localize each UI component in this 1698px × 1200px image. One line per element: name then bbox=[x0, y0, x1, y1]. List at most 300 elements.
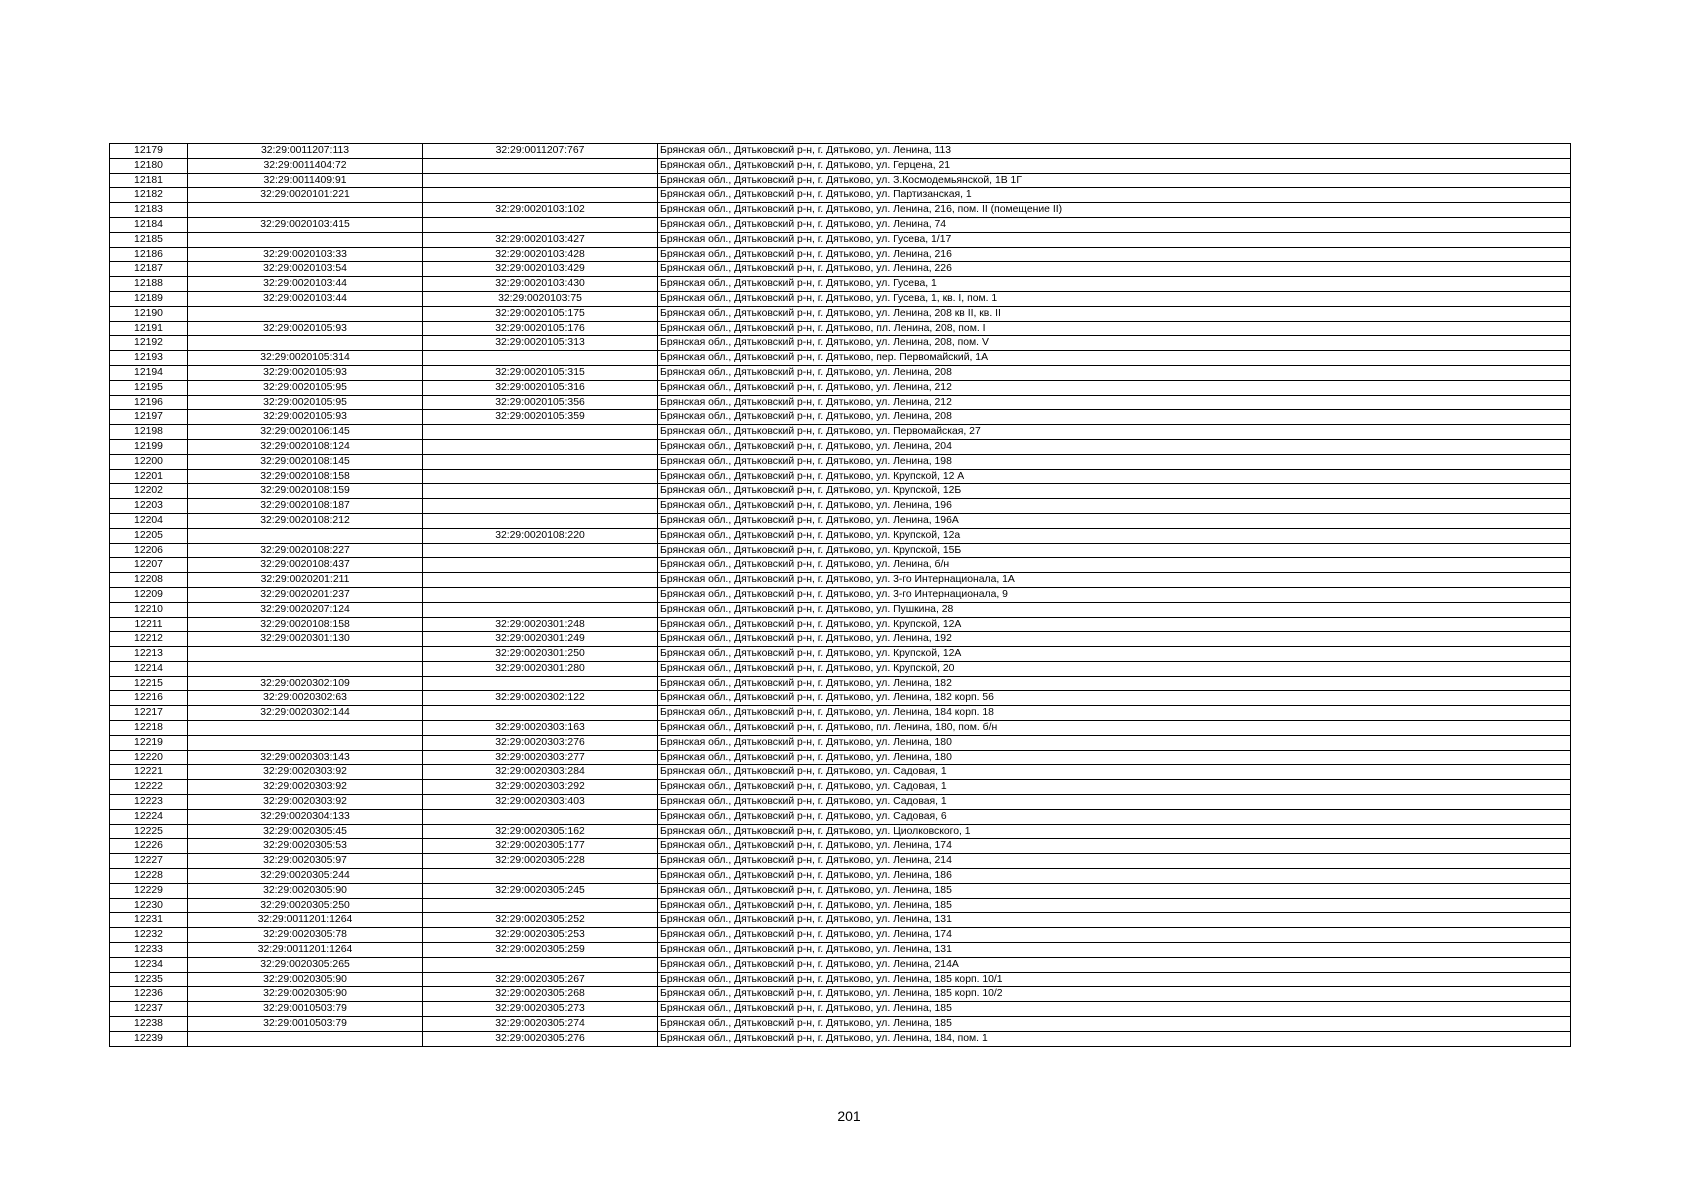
address-cell: Брянская обл., Дятьковский р-н, г. Дятьково, ул. Садовая, 1 bbox=[658, 795, 1571, 810]
row-number-cell: 12210 bbox=[110, 602, 188, 617]
object-number-cell bbox=[423, 898, 658, 913]
cadastral-number-cell: 32:29:0020305:78 bbox=[188, 928, 423, 943]
row-number-cell: 12232 bbox=[110, 928, 188, 943]
row-number-cell: 12190 bbox=[110, 306, 188, 321]
address-cell: Брянская обл., Дятьковский р-н, г. Дятьково, ул. Ленина, 185 bbox=[658, 883, 1571, 898]
row-number-cell: 12216 bbox=[110, 691, 188, 706]
cadastral-number-cell: 32:29:0011409:91 bbox=[188, 173, 423, 188]
object-number-cell: 32:29:0020305:259 bbox=[423, 943, 658, 958]
object-number-cell: 32:29:0020103:427 bbox=[423, 232, 658, 247]
object-number-cell: 32:29:0020103:429 bbox=[423, 262, 658, 277]
cadastral-number-cell: 32:29:0020108:437 bbox=[188, 558, 423, 573]
table-row bbox=[110, 1002, 1571, 1017]
address-cell: Брянская обл., Дятьковский р-н, г. Дятьково, ул. Партизанская, 1 bbox=[658, 188, 1571, 203]
address-cell: Брянская обл., Дятьковский р-н, г. Дятьково, ул. Ленина, 214 bbox=[658, 854, 1571, 869]
object-number-cell: 32:29:0020301:248 bbox=[423, 617, 658, 632]
cadastral-number-cell: 32:29:0020201:237 bbox=[188, 587, 423, 602]
cadastral-number-cell: 32:29:0010503:79 bbox=[188, 1002, 423, 1017]
row-number-cell: 12220 bbox=[110, 750, 188, 765]
address-cell: Брянская обл., Дятьковский р-н, г. Дятьково, ул. Ленина, 180 bbox=[658, 750, 1571, 765]
table-row bbox=[110, 291, 1571, 306]
object-number-cell: 32:29:0020303:277 bbox=[423, 750, 658, 765]
row-number-cell: 12186 bbox=[110, 247, 188, 262]
row-number-cell: 12201 bbox=[110, 469, 188, 484]
address-cell: Брянская обл., Дятьковский р-н, г. Дятьково, ул. Ленина, 198 bbox=[658, 454, 1571, 469]
cadastral-number-cell: 32:29:0020106:145 bbox=[188, 425, 423, 440]
table-row bbox=[110, 661, 1571, 676]
address-cell: Брянская обл., Дятьковский р-н, г. Дятьково, ул. Гусева, 1, кв. I, пом. 1 bbox=[658, 291, 1571, 306]
row-number-cell: 12194 bbox=[110, 365, 188, 380]
table-row bbox=[110, 439, 1571, 454]
object-number-cell: 32:29:0020301:250 bbox=[423, 647, 658, 662]
cadastral-number-cell: 32:29:0020105:93 bbox=[188, 365, 423, 380]
cadastral-number-cell: 32:29:0020207:124 bbox=[188, 602, 423, 617]
object-number-cell: 32:29:0020305:252 bbox=[423, 913, 658, 928]
cadastral-number-cell: 32:29:0011404:72 bbox=[188, 158, 423, 173]
address-cell: Брянская обл., Дятьковский р-н, г. Дятьково, ул. Ленина, 212 bbox=[658, 380, 1571, 395]
table-row bbox=[110, 454, 1571, 469]
table-row bbox=[110, 706, 1571, 721]
table-row bbox=[110, 351, 1571, 366]
cadastral-number-cell: 32:29:0020108:159 bbox=[188, 484, 423, 499]
address-cell: Брянская обл., Дятьковский р-н, г. Дятьково, ул. Гусева, 1 bbox=[658, 277, 1571, 292]
table-row bbox=[110, 795, 1571, 810]
registry-table bbox=[109, 143, 1571, 1047]
table-row bbox=[110, 573, 1571, 588]
cadastral-number-cell: 32:29:0020303:92 bbox=[188, 765, 423, 780]
row-number-cell: 12200 bbox=[110, 454, 188, 469]
address-cell: Брянская обл., Дятьковский р-н, г. Дятьково, ул. Ленина, 196 bbox=[658, 499, 1571, 514]
table-row bbox=[110, 647, 1571, 662]
object-number-cell bbox=[423, 158, 658, 173]
table-row bbox=[110, 957, 1571, 972]
table-row bbox=[110, 395, 1571, 410]
object-number-cell: 32:29:0020105:356 bbox=[423, 395, 658, 410]
row-number-cell: 12187 bbox=[110, 262, 188, 277]
table-row bbox=[110, 484, 1571, 499]
object-number-cell bbox=[423, 809, 658, 824]
cadastral-number-cell: 32:29:0020108:187 bbox=[188, 499, 423, 514]
address-cell: Брянская обл., Дятьковский р-н, г. Дятьково, ул. Ленина, 216, пом. II (помещение II) bbox=[658, 203, 1571, 218]
cadastral-number-cell bbox=[188, 661, 423, 676]
address-cell: Брянская обл., Дятьковский р-н, г. Дятьково, ул. Ленина, 185 bbox=[658, 1017, 1571, 1032]
table-row bbox=[110, 632, 1571, 647]
table-row bbox=[110, 898, 1571, 913]
address-cell: Брянская обл., Дятьковский р-н, г. Дятьково, ул. Крупской, 15Б bbox=[658, 543, 1571, 558]
row-number-cell: 12196 bbox=[110, 395, 188, 410]
address-cell: Брянская обл., Дятьковский р-н, г. Дятьково, ул. Садовая, 6 bbox=[658, 809, 1571, 824]
address-cell: Брянская обл., Дятьковский р-н, г. Дятьково, ул. Ленина, 185 bbox=[658, 1002, 1571, 1017]
row-number-cell: 12211 bbox=[110, 617, 188, 632]
object-number-cell: 32:29:0020301:280 bbox=[423, 661, 658, 676]
address-cell: Брянская обл., Дятьковский р-н, г. Дятьково, ул. Ленина, 180 bbox=[658, 735, 1571, 750]
cadastral-number-cell: 32:29:0020201:211 bbox=[188, 573, 423, 588]
row-number-cell: 12203 bbox=[110, 499, 188, 514]
row-number-cell: 12199 bbox=[110, 439, 188, 454]
row-number-cell: 12204 bbox=[110, 513, 188, 528]
table-row bbox=[110, 869, 1571, 884]
row-number-cell: 12188 bbox=[110, 277, 188, 292]
object-number-cell: 32:29:0020303:284 bbox=[423, 765, 658, 780]
object-number-cell: 32:29:0020305:228 bbox=[423, 854, 658, 869]
object-number-cell: 32:29:0020305:245 bbox=[423, 883, 658, 898]
address-cell: Брянская обл., Дятьковский р-н, г. Дятьково, ул. Ленина, 174 bbox=[658, 839, 1571, 854]
object-number-cell: 32:29:0020305:276 bbox=[423, 1031, 658, 1046]
row-number-cell: 12181 bbox=[110, 173, 188, 188]
table-row bbox=[110, 809, 1571, 824]
object-number-cell: 32:29:0020103:102 bbox=[423, 203, 658, 218]
table-row bbox=[110, 232, 1571, 247]
table-row bbox=[110, 144, 1571, 159]
row-number-cell: 12198 bbox=[110, 425, 188, 440]
row-number-cell: 12193 bbox=[110, 351, 188, 366]
cadastral-number-cell: 32:29:0020105:93 bbox=[188, 410, 423, 425]
row-number-cell: 12197 bbox=[110, 410, 188, 425]
row-number-cell: 12233 bbox=[110, 943, 188, 958]
object-number-cell: 32:29:0020303:292 bbox=[423, 780, 658, 795]
object-number-cell bbox=[423, 602, 658, 617]
cadastral-number-cell: 32:29:0020304:133 bbox=[188, 809, 423, 824]
row-number-cell: 12230 bbox=[110, 898, 188, 913]
cadastral-number-cell: 32:29:0020301:130 bbox=[188, 632, 423, 647]
cadastral-number-cell: 32:29:0011207:113 bbox=[188, 144, 423, 159]
cadastral-number-cell bbox=[188, 232, 423, 247]
object-number-cell bbox=[423, 351, 658, 366]
address-cell: Брянская обл., Дятьковский р-н, г. Дятьково, пл. Ленина, 208, пом. I bbox=[658, 321, 1571, 336]
row-number-cell: 12236 bbox=[110, 987, 188, 1002]
address-cell: Брянская обл., Дятьковский р-н, г. Дятьково, ул. Крупской, 12А bbox=[658, 617, 1571, 632]
address-cell: Брянская обл., Дятьковский р-н, г. Дятьково, ул. Герцена, 21 bbox=[658, 158, 1571, 173]
cadastral-number-cell: 32:29:0020108:158 bbox=[188, 617, 423, 632]
table-row bbox=[110, 765, 1571, 780]
address-cell: Брянская обл., Дятьковский р-н, г. Дятьково, ул. Крупской, 20 bbox=[658, 661, 1571, 676]
row-number-cell: 12223 bbox=[110, 795, 188, 810]
object-number-cell bbox=[423, 558, 658, 573]
cadastral-number-cell: 32:29:0020105:95 bbox=[188, 380, 423, 395]
cadastral-number-cell: 32:29:0020108:145 bbox=[188, 454, 423, 469]
cadastral-number-cell: 32:29:0020303:143 bbox=[188, 750, 423, 765]
address-cell: Брянская обл., Дятьковский р-н, г. Дятьково, ул. Крупской, 12а bbox=[658, 528, 1571, 543]
row-number-cell: 12238 bbox=[110, 1017, 188, 1032]
table-row bbox=[110, 1031, 1571, 1046]
row-number-cell: 12195 bbox=[110, 380, 188, 395]
cadastral-number-cell: 32:29:0020305:97 bbox=[188, 854, 423, 869]
row-number-cell: 12207 bbox=[110, 558, 188, 573]
row-number-cell: 12235 bbox=[110, 972, 188, 987]
row-number-cell: 12237 bbox=[110, 1002, 188, 1017]
address-cell: Брянская обл., Дятьковский р-н, г. Дятьково, ул. Ленина, 212 bbox=[658, 395, 1571, 410]
object-number-cell bbox=[423, 484, 658, 499]
row-number-cell: 12185 bbox=[110, 232, 188, 247]
cadastral-number-cell bbox=[188, 528, 423, 543]
address-cell: Брянская обл., Дятьковский р-н, г. Дятьково, ул. Ленина, 208 bbox=[658, 365, 1571, 380]
cadastral-number-cell bbox=[188, 306, 423, 321]
table-row bbox=[110, 839, 1571, 854]
cadastral-number-cell: 32:29:0011201:1264 bbox=[188, 913, 423, 928]
row-number-cell: 12183 bbox=[110, 203, 188, 218]
object-number-cell: 32:29:0020105:359 bbox=[423, 410, 658, 425]
address-cell: Брянская обл., Дятьковский р-н, г. Дятьково, ул. Садовая, 1 bbox=[658, 765, 1571, 780]
row-number-cell: 12206 bbox=[110, 543, 188, 558]
address-cell: Брянская обл., Дятьковский р-н, г. Дятьково, ул. Ленина, 185 bbox=[658, 898, 1571, 913]
object-number-cell: 32:29:0020305:268 bbox=[423, 987, 658, 1002]
object-number-cell: 32:29:0020305:267 bbox=[423, 972, 658, 987]
table-row bbox=[110, 1017, 1571, 1032]
table-row bbox=[110, 528, 1571, 543]
cadastral-number-cell: 32:29:0020103:415 bbox=[188, 217, 423, 232]
address-cell: Брянская обл., Дятьковский р-н, г. Дятьково, ул. З.Космодемьянской, 1В 1Г bbox=[658, 173, 1571, 188]
page-number: 201 bbox=[837, 1108, 861, 1124]
table-row bbox=[110, 972, 1571, 987]
row-number-cell: 12213 bbox=[110, 647, 188, 662]
address-cell: Брянская обл., Дятьковский р-н, г. Дятьково, ул. Ленина, 214А bbox=[658, 957, 1571, 972]
row-number-cell: 12214 bbox=[110, 661, 188, 676]
cadastral-number-cell: 32:29:0020305:90 bbox=[188, 987, 423, 1002]
table-row bbox=[110, 854, 1571, 869]
cadastral-number-cell: 32:29:0020103:44 bbox=[188, 277, 423, 292]
object-number-cell: 32:29:0020105:313 bbox=[423, 336, 658, 351]
object-number-cell bbox=[423, 173, 658, 188]
table-row bbox=[110, 410, 1571, 425]
object-number-cell: 32:29:0020108:220 bbox=[423, 528, 658, 543]
address-cell: Брянская обл., Дятьковский р-н, г. Дятьково, ул. Ленина, 192 bbox=[658, 632, 1571, 647]
object-number-cell bbox=[423, 454, 658, 469]
address-cell: Брянская обл., Дятьковский р-н, г. Дятьково, ул. Садовая, 1 bbox=[658, 780, 1571, 795]
address-cell: Брянская обл., Дятьковский р-н, г. Дятьково, ул. Ленина, 208, пом. V bbox=[658, 336, 1571, 351]
row-number-cell: 12226 bbox=[110, 839, 188, 854]
cadastral-number-cell: 32:29:0020305:250 bbox=[188, 898, 423, 913]
address-cell: Брянская обл., Дятьковский р-н, г. Дятьково, ул. 3-го Интернационала, 9 bbox=[658, 587, 1571, 602]
cadastral-number-cell bbox=[188, 203, 423, 218]
object-number-cell: 32:29:0020305:253 bbox=[423, 928, 658, 943]
row-number-cell: 12205 bbox=[110, 528, 188, 543]
cadastral-number-cell: 32:29:0020305:90 bbox=[188, 972, 423, 987]
table-row bbox=[110, 173, 1571, 188]
object-number-cell: 32:29:0020103:430 bbox=[423, 277, 658, 292]
row-number-cell: 12191 bbox=[110, 321, 188, 336]
table-row bbox=[110, 558, 1571, 573]
cadastral-number-cell: 32:29:0010503:79 bbox=[188, 1017, 423, 1032]
object-number-cell bbox=[423, 513, 658, 528]
object-number-cell bbox=[423, 587, 658, 602]
address-cell: Брянская обл., Дятьковский р-н, г. Дятьково, ул. Ленина, 182 корп. 56 bbox=[658, 691, 1571, 706]
cadastral-number-cell: 32:29:0020103:44 bbox=[188, 291, 423, 306]
table-row bbox=[110, 499, 1571, 514]
object-number-cell bbox=[423, 469, 658, 484]
object-number-cell bbox=[423, 957, 658, 972]
row-number-cell: 12215 bbox=[110, 676, 188, 691]
cadastral-number-cell bbox=[188, 336, 423, 351]
table-row bbox=[110, 721, 1571, 736]
table-row bbox=[110, 158, 1571, 173]
table-row bbox=[110, 750, 1571, 765]
table-row bbox=[110, 780, 1571, 795]
cadastral-number-cell: 32:29:0020108:212 bbox=[188, 513, 423, 528]
row-number-cell: 12202 bbox=[110, 484, 188, 499]
row-number-cell: 12192 bbox=[110, 336, 188, 351]
address-cell: Брянская обл., Дятьковский р-н, г. Дятьково, ул. Ленина, 216 bbox=[658, 247, 1571, 262]
row-number-cell: 12189 bbox=[110, 291, 188, 306]
object-number-cell bbox=[423, 869, 658, 884]
cadastral-number-cell: 32:29:0020103:54 bbox=[188, 262, 423, 277]
table-row bbox=[110, 262, 1571, 277]
row-number-cell: 12184 bbox=[110, 217, 188, 232]
cadastral-number-cell: 32:29:0020303:92 bbox=[188, 795, 423, 810]
table-row bbox=[110, 824, 1571, 839]
cadastral-number-cell bbox=[188, 647, 423, 662]
address-cell: Брянская обл., Дятьковский р-н, г. Дятьково, ул. Ленина, 113 bbox=[658, 144, 1571, 159]
object-number-cell: 32:29:0020105:316 bbox=[423, 380, 658, 395]
object-number-cell bbox=[423, 706, 658, 721]
table-row bbox=[110, 943, 1571, 958]
address-cell: Брянская обл., Дятьковский р-н, г. Дятьково, ул. Ленина, 186 bbox=[658, 869, 1571, 884]
address-cell: Брянская обл., Дятьковский р-н, г. Дятьково, ул. Первомайская, 27 bbox=[658, 425, 1571, 440]
address-cell: Брянская обл., Дятьковский р-н, г. Дятьково, ул. Ленина, 196А bbox=[658, 513, 1571, 528]
table-row bbox=[110, 602, 1571, 617]
address-cell: Брянская обл., Дятьковский р-н, г. Дятьково, ул. Ленина, 131 bbox=[658, 913, 1571, 928]
address-cell: Брянская обл., Дятьковский р-н, г. Дятьково, ул. Крупской, 12А bbox=[658, 647, 1571, 662]
address-cell: Брянская обл., Дятьковский р-н, г. Дятьково, ул. Крупской, 12Б bbox=[658, 484, 1571, 499]
row-number-cell: 12182 bbox=[110, 188, 188, 203]
address-cell: Брянская обл., Дятьковский р-н, г. Дятьково, ул. Гусева, 1/17 bbox=[658, 232, 1571, 247]
address-cell: Брянская обл., Дятьковский р-н, г. Дятьково, ул. Ленина, 185 корп. 10/2 bbox=[658, 987, 1571, 1002]
address-cell: Брянская обл., Дятьковский р-н, г. Дятьково, ул. Циолковского, 1 bbox=[658, 824, 1571, 839]
address-cell: Брянская обл., Дятьковский р-н, г. Дятьково, ул. Крупской, 12 А bbox=[658, 469, 1571, 484]
row-number-cell: 12222 bbox=[110, 780, 188, 795]
object-number-cell bbox=[423, 676, 658, 691]
table-row bbox=[110, 380, 1571, 395]
object-number-cell bbox=[423, 188, 658, 203]
table-row bbox=[110, 203, 1571, 218]
address-cell: Брянская обл., Дятьковский р-н, г. Дятьково, ул. Пушкина, 28 bbox=[658, 602, 1571, 617]
row-number-cell: 12229 bbox=[110, 883, 188, 898]
cadastral-number-cell: 32:29:0020305:244 bbox=[188, 869, 423, 884]
cadastral-number-cell: 32:29:0020105:314 bbox=[188, 351, 423, 366]
row-number-cell: 12234 bbox=[110, 957, 188, 972]
object-number-cell: 32:29:0020301:249 bbox=[423, 632, 658, 647]
address-cell: Брянская обл., Дятьковский р-н, г. Дятьково, ул. Ленина, 208 bbox=[658, 410, 1571, 425]
cadastral-number-cell: 32:29:0020305:45 bbox=[188, 824, 423, 839]
table-row bbox=[110, 543, 1571, 558]
row-number-cell: 12231 bbox=[110, 913, 188, 928]
cadastral-number-cell: 32:29:0020305:90 bbox=[188, 883, 423, 898]
table-row bbox=[110, 617, 1571, 632]
table-row bbox=[110, 188, 1571, 203]
address-cell: Брянская обл., Дятьковский р-н, г. Дятьково, ул. Ленина, 226 bbox=[658, 262, 1571, 277]
row-number-cell: 12224 bbox=[110, 809, 188, 824]
object-number-cell: 32:29:0011207:767 bbox=[423, 144, 658, 159]
address-cell: Брянская обл., Дятьковский р-н, г. Дятьково, ул. Ленина, 184 корп. 18 bbox=[658, 706, 1571, 721]
address-cell: Брянская обл., Дятьковский р-н, г. Дятьково, ул. 3-го Интернационала, 1А bbox=[658, 573, 1571, 588]
row-number-cell: 12212 bbox=[110, 632, 188, 647]
table-row bbox=[110, 306, 1571, 321]
object-number-cell: 32:29:0020103:75 bbox=[423, 291, 658, 306]
object-number-cell: 32:29:0020303:163 bbox=[423, 721, 658, 736]
cadastral-number-cell: 32:29:0020108:124 bbox=[188, 439, 423, 454]
object-number-cell bbox=[423, 217, 658, 232]
cadastral-number-cell bbox=[188, 1031, 423, 1046]
row-number-cell: 12180 bbox=[110, 158, 188, 173]
row-number-cell: 12228 bbox=[110, 869, 188, 884]
cadastral-number-cell: 32:29:0011201:1264 bbox=[188, 943, 423, 958]
cadastral-number-cell bbox=[188, 721, 423, 736]
object-number-cell bbox=[423, 499, 658, 514]
table-row bbox=[110, 691, 1571, 706]
row-number-cell: 12217 bbox=[110, 706, 188, 721]
row-number-cell: 12227 bbox=[110, 854, 188, 869]
cadastral-number-cell: 32:29:0020302:109 bbox=[188, 676, 423, 691]
table-row bbox=[110, 735, 1571, 750]
cadastral-number-cell: 32:29:0020108:158 bbox=[188, 469, 423, 484]
object-number-cell: 32:29:0020105:315 bbox=[423, 365, 658, 380]
cadastral-number-cell: 32:29:0020302:144 bbox=[188, 706, 423, 721]
table-row bbox=[110, 365, 1571, 380]
address-cell: Брянская обл., Дятьковский р-н, г. Дятьково, ул. Ленина, 204 bbox=[658, 439, 1571, 454]
table-row bbox=[110, 217, 1571, 232]
row-number-cell: 12239 bbox=[110, 1031, 188, 1046]
address-cell: Брянская обл., Дятьковский р-н, г. Дятьково, пер. Первомайский, 1А bbox=[658, 351, 1571, 366]
table-row bbox=[110, 469, 1571, 484]
cadastral-number-cell: 32:29:0020101:221 bbox=[188, 188, 423, 203]
cadastral-number-cell: 32:29:0020303:92 bbox=[188, 780, 423, 795]
registry-table-body bbox=[110, 144, 1571, 1047]
object-number-cell: 32:29:0020305:162 bbox=[423, 824, 658, 839]
object-number-cell bbox=[423, 439, 658, 454]
object-number-cell: 32:29:0020105:175 bbox=[423, 306, 658, 321]
row-number-cell: 12208 bbox=[110, 573, 188, 588]
row-number-cell: 12221 bbox=[110, 765, 188, 780]
object-number-cell: 32:29:0020305:177 bbox=[423, 839, 658, 854]
table-row bbox=[110, 913, 1571, 928]
cadastral-number-cell: 32:29:0020305:53 bbox=[188, 839, 423, 854]
address-cell: Брянская обл., Дятьковский р-н, г. Дятьково, ул. Ленина, 184, пом. 1 bbox=[658, 1031, 1571, 1046]
table-row bbox=[110, 928, 1571, 943]
object-number-cell: 32:29:0020305:274 bbox=[423, 1017, 658, 1032]
row-number-cell: 12209 bbox=[110, 587, 188, 602]
object-number-cell: 32:29:0020303:403 bbox=[423, 795, 658, 810]
address-cell: Брянская обл., Дятьковский р-н, г. Дятьково, ул. Ленина, 208 кв II, кв. II bbox=[658, 306, 1571, 321]
cadastral-number-cell: 32:29:0020302:63 bbox=[188, 691, 423, 706]
object-number-cell: 32:29:0020303:276 bbox=[423, 735, 658, 750]
cadastral-number-cell: 32:29:0020105:95 bbox=[188, 395, 423, 410]
address-cell: Брянская обл., Дятьковский р-н, г. Дятьково, ул. Ленина, 174 bbox=[658, 928, 1571, 943]
address-cell: Брянская обл., Дятьковский р-н, г. Дятьково, ул. Ленина, 131 bbox=[658, 943, 1571, 958]
table-row bbox=[110, 513, 1571, 528]
object-number-cell: 32:29:0020105:176 bbox=[423, 321, 658, 336]
object-number-cell: 32:29:0020302:122 bbox=[423, 691, 658, 706]
table-row bbox=[110, 321, 1571, 336]
cadastral-number-cell bbox=[188, 735, 423, 750]
table-row bbox=[110, 987, 1571, 1002]
object-number-cell bbox=[423, 573, 658, 588]
address-cell: Брянская обл., Дятьковский р-н, г. Дятьково, пл. Ленина, 180, пом. б/н bbox=[658, 721, 1571, 736]
cadastral-number-cell: 32:29:0020105:93 bbox=[188, 321, 423, 336]
row-number-cell: 12219 bbox=[110, 735, 188, 750]
cadastral-number-cell: 32:29:0020305:265 bbox=[188, 957, 423, 972]
table-row bbox=[110, 883, 1571, 898]
object-number-cell bbox=[423, 543, 658, 558]
address-cell: Брянская обл., Дятьковский р-н, г. Дятьково, ул. Ленина, 182 bbox=[658, 676, 1571, 691]
cadastral-number-cell: 32:29:0020103:33 bbox=[188, 247, 423, 262]
row-number-cell: 12225 bbox=[110, 824, 188, 839]
table-row bbox=[110, 587, 1571, 602]
object-number-cell bbox=[423, 425, 658, 440]
row-number-cell: 12179 bbox=[110, 144, 188, 159]
table-row bbox=[110, 425, 1571, 440]
object-number-cell: 32:29:0020103:428 bbox=[423, 247, 658, 262]
row-number-cell: 12218 bbox=[110, 721, 188, 736]
object-number-cell: 32:29:0020305:273 bbox=[423, 1002, 658, 1017]
